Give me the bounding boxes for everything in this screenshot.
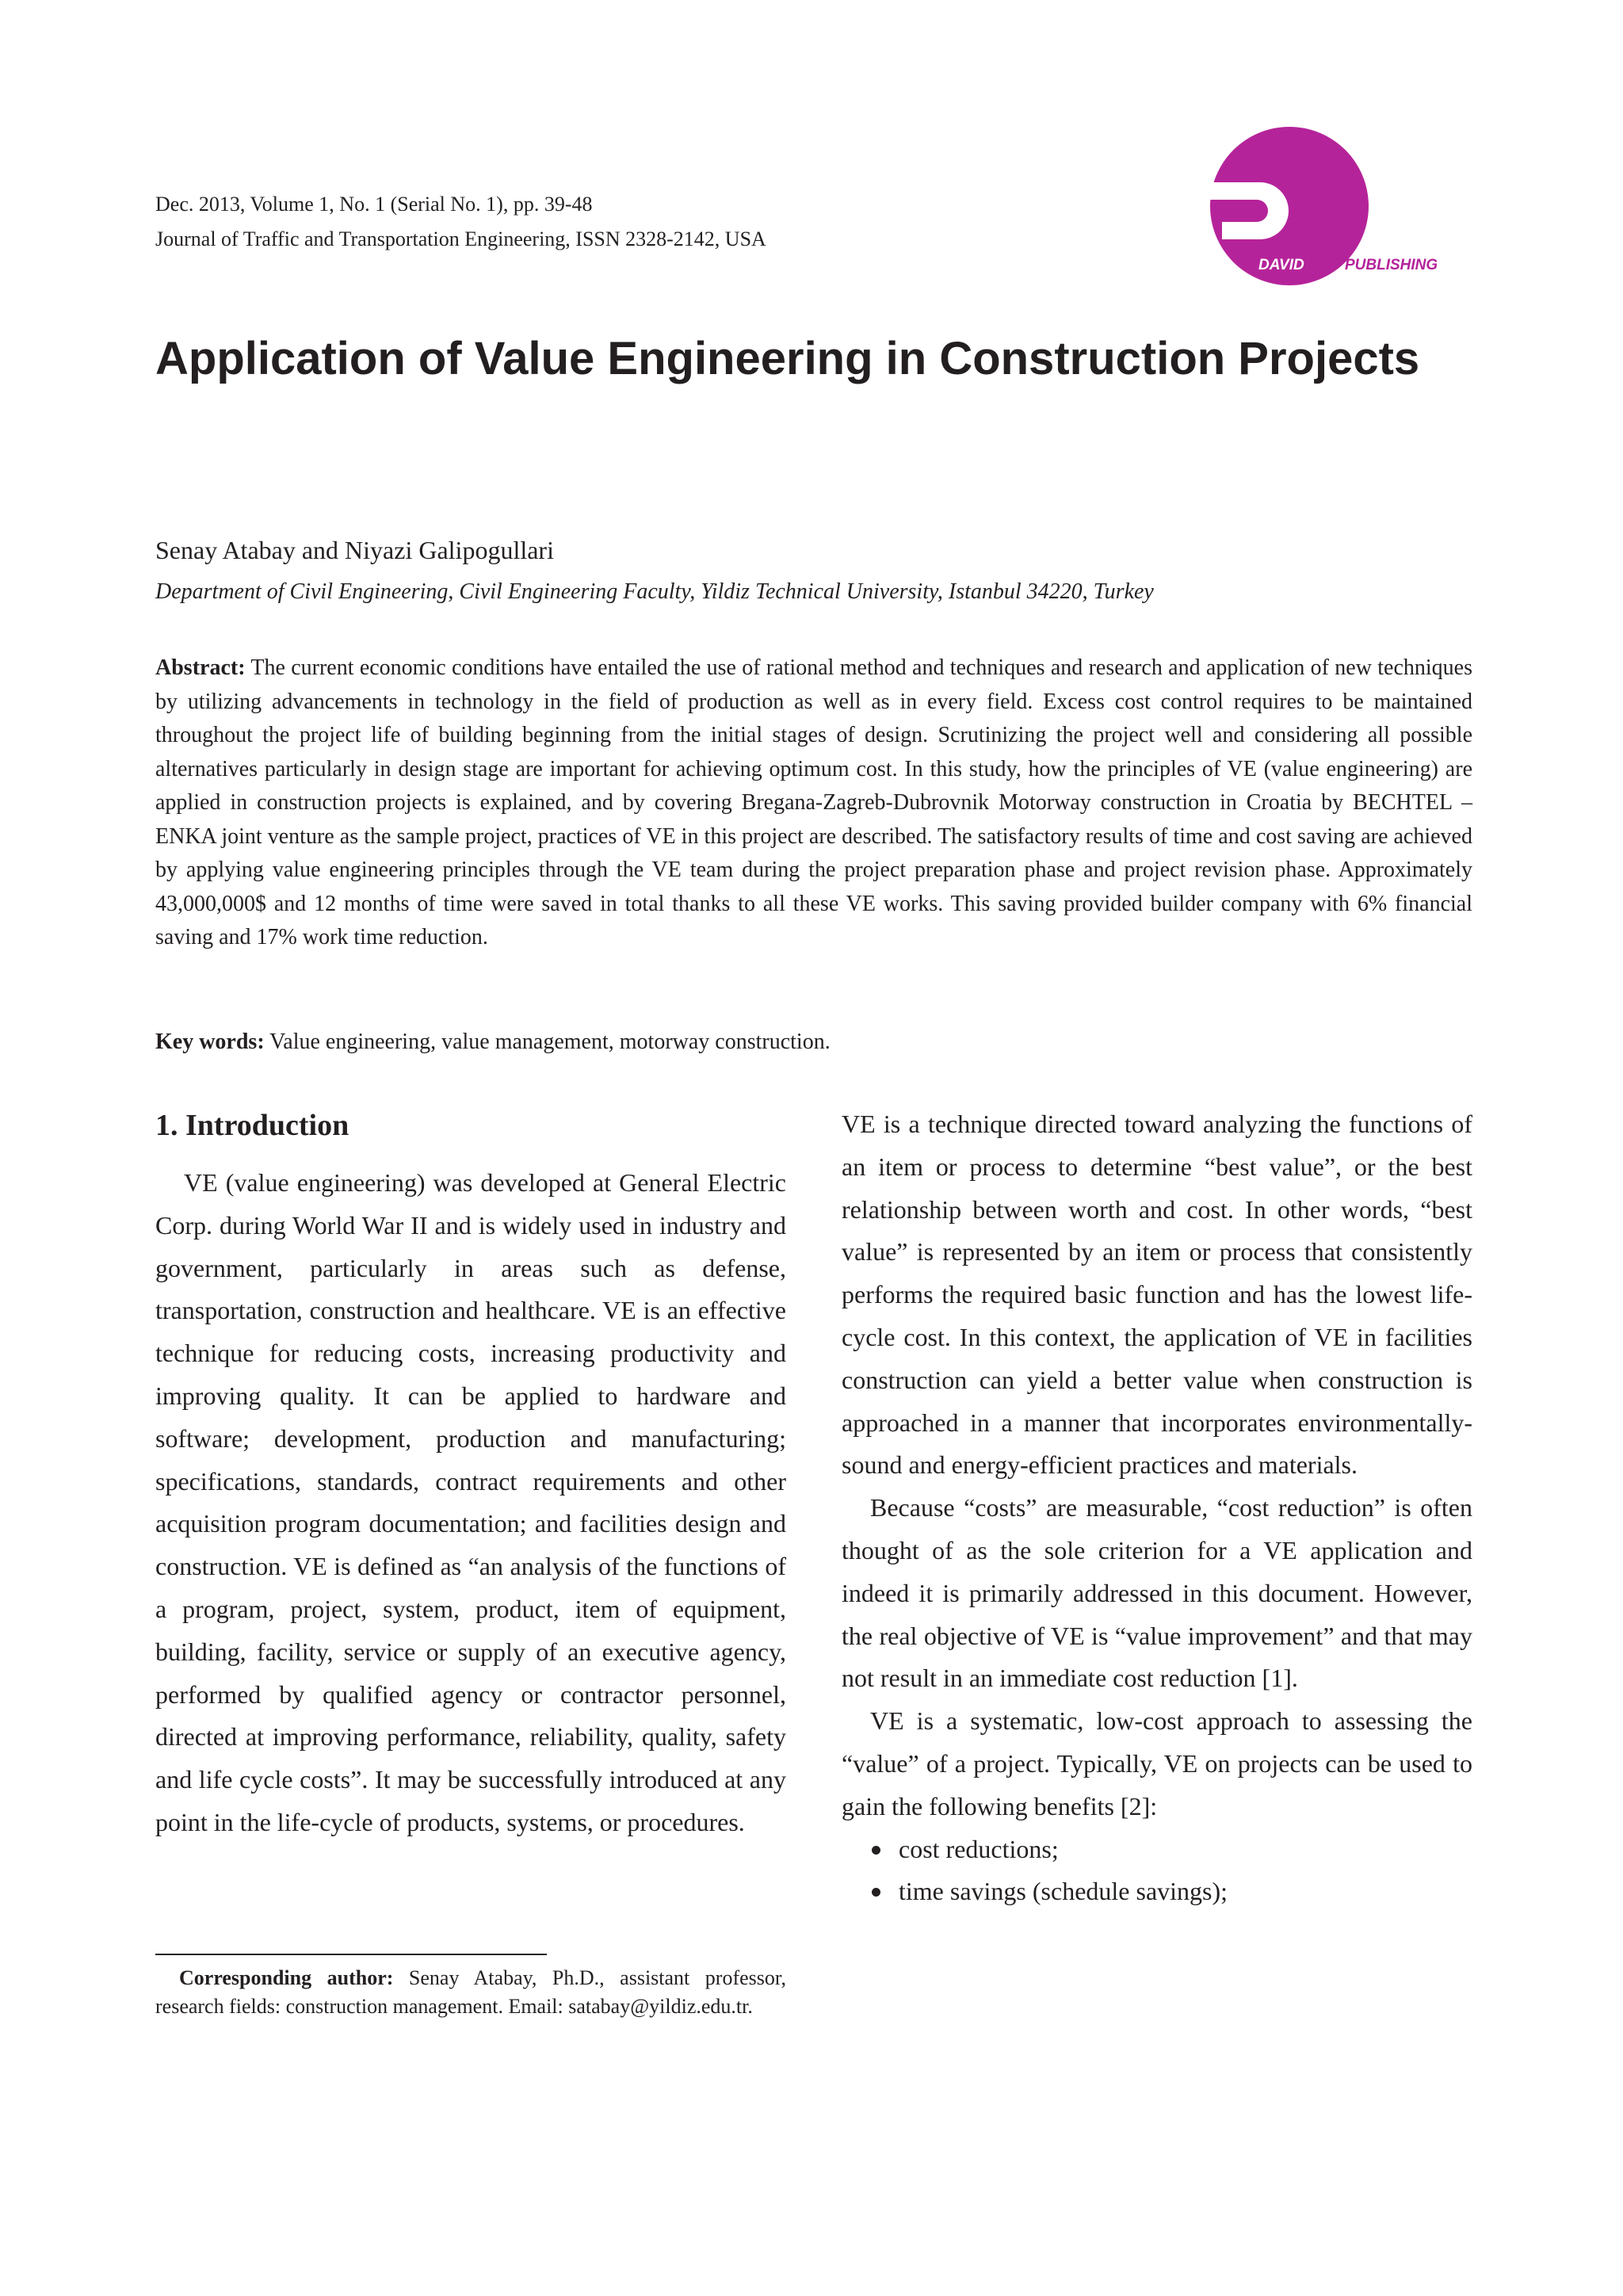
paper-title: Application of Value Engineering in Construction Projects [155, 333, 1420, 384]
bullet-icon [872, 1888, 880, 1897]
footnote-label: Corresponding author: [179, 1966, 394, 1989]
logo-graphic [1205, 125, 1490, 292]
left-column [155, 1162, 786, 1844]
intro-paragraph-1: VE (value engineering) was developed at General Electric Corp. during World War II and is widely used in industry and government, particularly in areas such as defense, transportation, construction and healthcare. VE is an effective technique for reducing costs, increasing productivity and improving quality. It can be applied to hardware and software; development, production and manufacturing; specifications, standards, contract requirements and other acquisition program documentation; and facilities design and construction. VE is defined as “an analysis of the functions of a program, project, system, product, item of equipment, building, facility, service or supply of an executive agency, performed by qualified agency or contractor personnel, directed at improving performance, reliability, quality, safety and life cycle costs”. It may be successfully introduced at any point in the life-cycle of products, systems, or procedures. [155, 1168, 786, 1836]
david-publishing-logo [1205, 125, 1490, 292]
benefits-list [842, 1828, 1472, 1914]
list-item: time savings (schedule savings); [842, 1870, 1472, 1913]
right-column [842, 1103, 1472, 1913]
keywords [155, 1026, 1472, 1059]
footnote-rule [155, 1954, 547, 1955]
journal-issue-line: Dec. 2013, Volume 1, No. 1 (Serial No. 1), pp. 39-48 [155, 193, 593, 216]
affiliation: Department of Civil Engineering, Civil Engineering Faculty, Yildiz Technical University, Istanbul 34220, Turkey [155, 579, 1154, 604]
authors: Senay Atabay and Niyazi Galipogullari [155, 536, 554, 564]
corresponding-author-footnote [155, 1964, 786, 2021]
intro-paragraph-3: Because “costs” are measurable, “cost reduction” is often thought of as the sole criterion for a VE application and indeed it is primarily addressed in this document. However, the real objective of VE is “value improvement” and that may not result in an immediate cost reduction [1]. [842, 1493, 1472, 1693]
abstract [155, 651, 1472, 955]
abstract-label: Abstract: [155, 655, 246, 680]
abstract-text: The current economic conditions have entailed the use of rational method and techniques and research and application of new techniques by utilizing advancements in technology in the field of production as well as in every field. Excess cost control requires to be maintained throughout the project life of building beginning from the initial stages of design. Scrutinizing the project well and considering all possible alternatives particularly in design stage are important for achieving optimum cost. In this study, how the principles of VE (value engineering) are applied in construction projects is explained, and by covering Bregana-Zagreb-Dubrovnik Motorway construction in Croatia by BECHTEL – ENKA joint venture as the sample project, practices of VE in this project are described. The satisfactory results of time and cost saving are achieved by applying value engineering principles through the VE team during the project preparation phase and project revision phase. Approximately 43,000,000$ and 12 months of time were saved in total thanks to all these VE works. This saving provided builder company with 6% financial saving and 17% work time reduction. [155, 655, 1473, 949]
section-heading-introduction: 1. Introduction [155, 1109, 349, 1142]
journal-name-line: Journal of Traffic and Transportation Engineering, ISSN 2328-2142, USA [155, 227, 766, 250]
keywords-text: Value engineering, value management, motorway construction. [269, 1030, 831, 1054]
logo-left-word: DAVID [1258, 257, 1304, 273]
footnote-text: Senay Atabay, Ph.D., assistant professor, research fields: construction management. Email: satabay@yildiz.edu.tr. [155, 1966, 787, 2018]
logo-right-word: PUBLISHING [1345, 257, 1438, 273]
intro-paragraph-4: VE is a systematic, low-cost approach to assessing the “value” of a project. Typically, VE on projects can be used to gain the following benefits [2]: [842, 1706, 1472, 1820]
keywords-label: Key words: [155, 1030, 265, 1054]
bullet-icon [872, 1846, 880, 1855]
intro-paragraph-2: VE is a technique directed toward analyzing the functions of an item or process to determine “best value”, or the best relationship between worth and cost. In other words, “best value” is represented by an item or process that consistently performs the required basic function and has the lowest life-cycle cost. In this context, the application of VE in facilities construction can yield a better value when construction is approached in a manner that incorporates environmentally-sound and energy-efficient practices and materials. [842, 1110, 1472, 1480]
list-item: cost reductions; [842, 1828, 1472, 1871]
